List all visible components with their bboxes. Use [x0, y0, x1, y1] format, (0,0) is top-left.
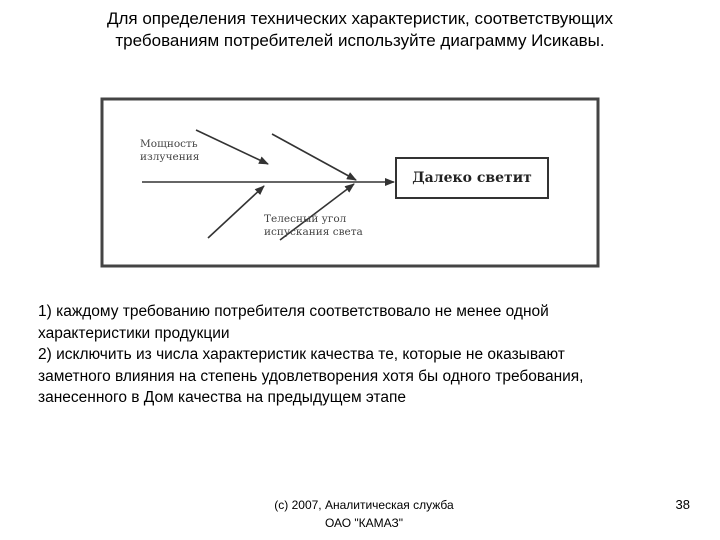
- cause-label-top: [140, 138, 199, 164]
- cause-label-top-line-2: излучения: [140, 151, 200, 163]
- cause-label-bottom-line-1: Телесный угол: [264, 213, 347, 225]
- slide-title-line-2: требованиям потребителей используйте диаграмму Исикавы.: [115, 31, 605, 50]
- top-bone-arrow-1: [196, 130, 268, 164]
- body-line-3: 2) исключить из числа характеристик качества те, которые не оказывают: [38, 346, 565, 363]
- bottom-bone-arrow-1: [208, 186, 264, 238]
- effect-label: Далеко светит: [412, 170, 532, 186]
- top-bone-arrow-2: [272, 134, 356, 180]
- body-line-2: характеристики продукции: [38, 324, 230, 342]
- page-number: 38: [675, 497, 690, 512]
- ishikawa-diagram: [100, 96, 600, 268]
- cause-label-bottom: [264, 213, 363, 239]
- footer-line-2: ОАО "КАМАЗ": [324, 516, 404, 530]
- slide-title-line-1: Для определения технических характеристик, соответствующих: [106, 9, 614, 28]
- body-line-5: занесенного в Дом качества на предыдущем этапе: [38, 389, 407, 406]
- body-line-1: 1) каждому требованию потребителя соответствовало не менее одной: [38, 303, 549, 320]
- body-text: [38, 301, 698, 409]
- cause-label-bottom-line-2: испускания света: [264, 226, 363, 238]
- cause-label-top-line-1: Мощность: [140, 138, 198, 150]
- footer-credit: [240, 496, 488, 532]
- body-line-4: заметного влияния на степень удовлетворения хотя бы одного требования,: [38, 367, 584, 385]
- slide-title: [20, 8, 700, 52]
- footer-line-1: (c) 2007, Аналитическая служба: [274, 498, 454, 512]
